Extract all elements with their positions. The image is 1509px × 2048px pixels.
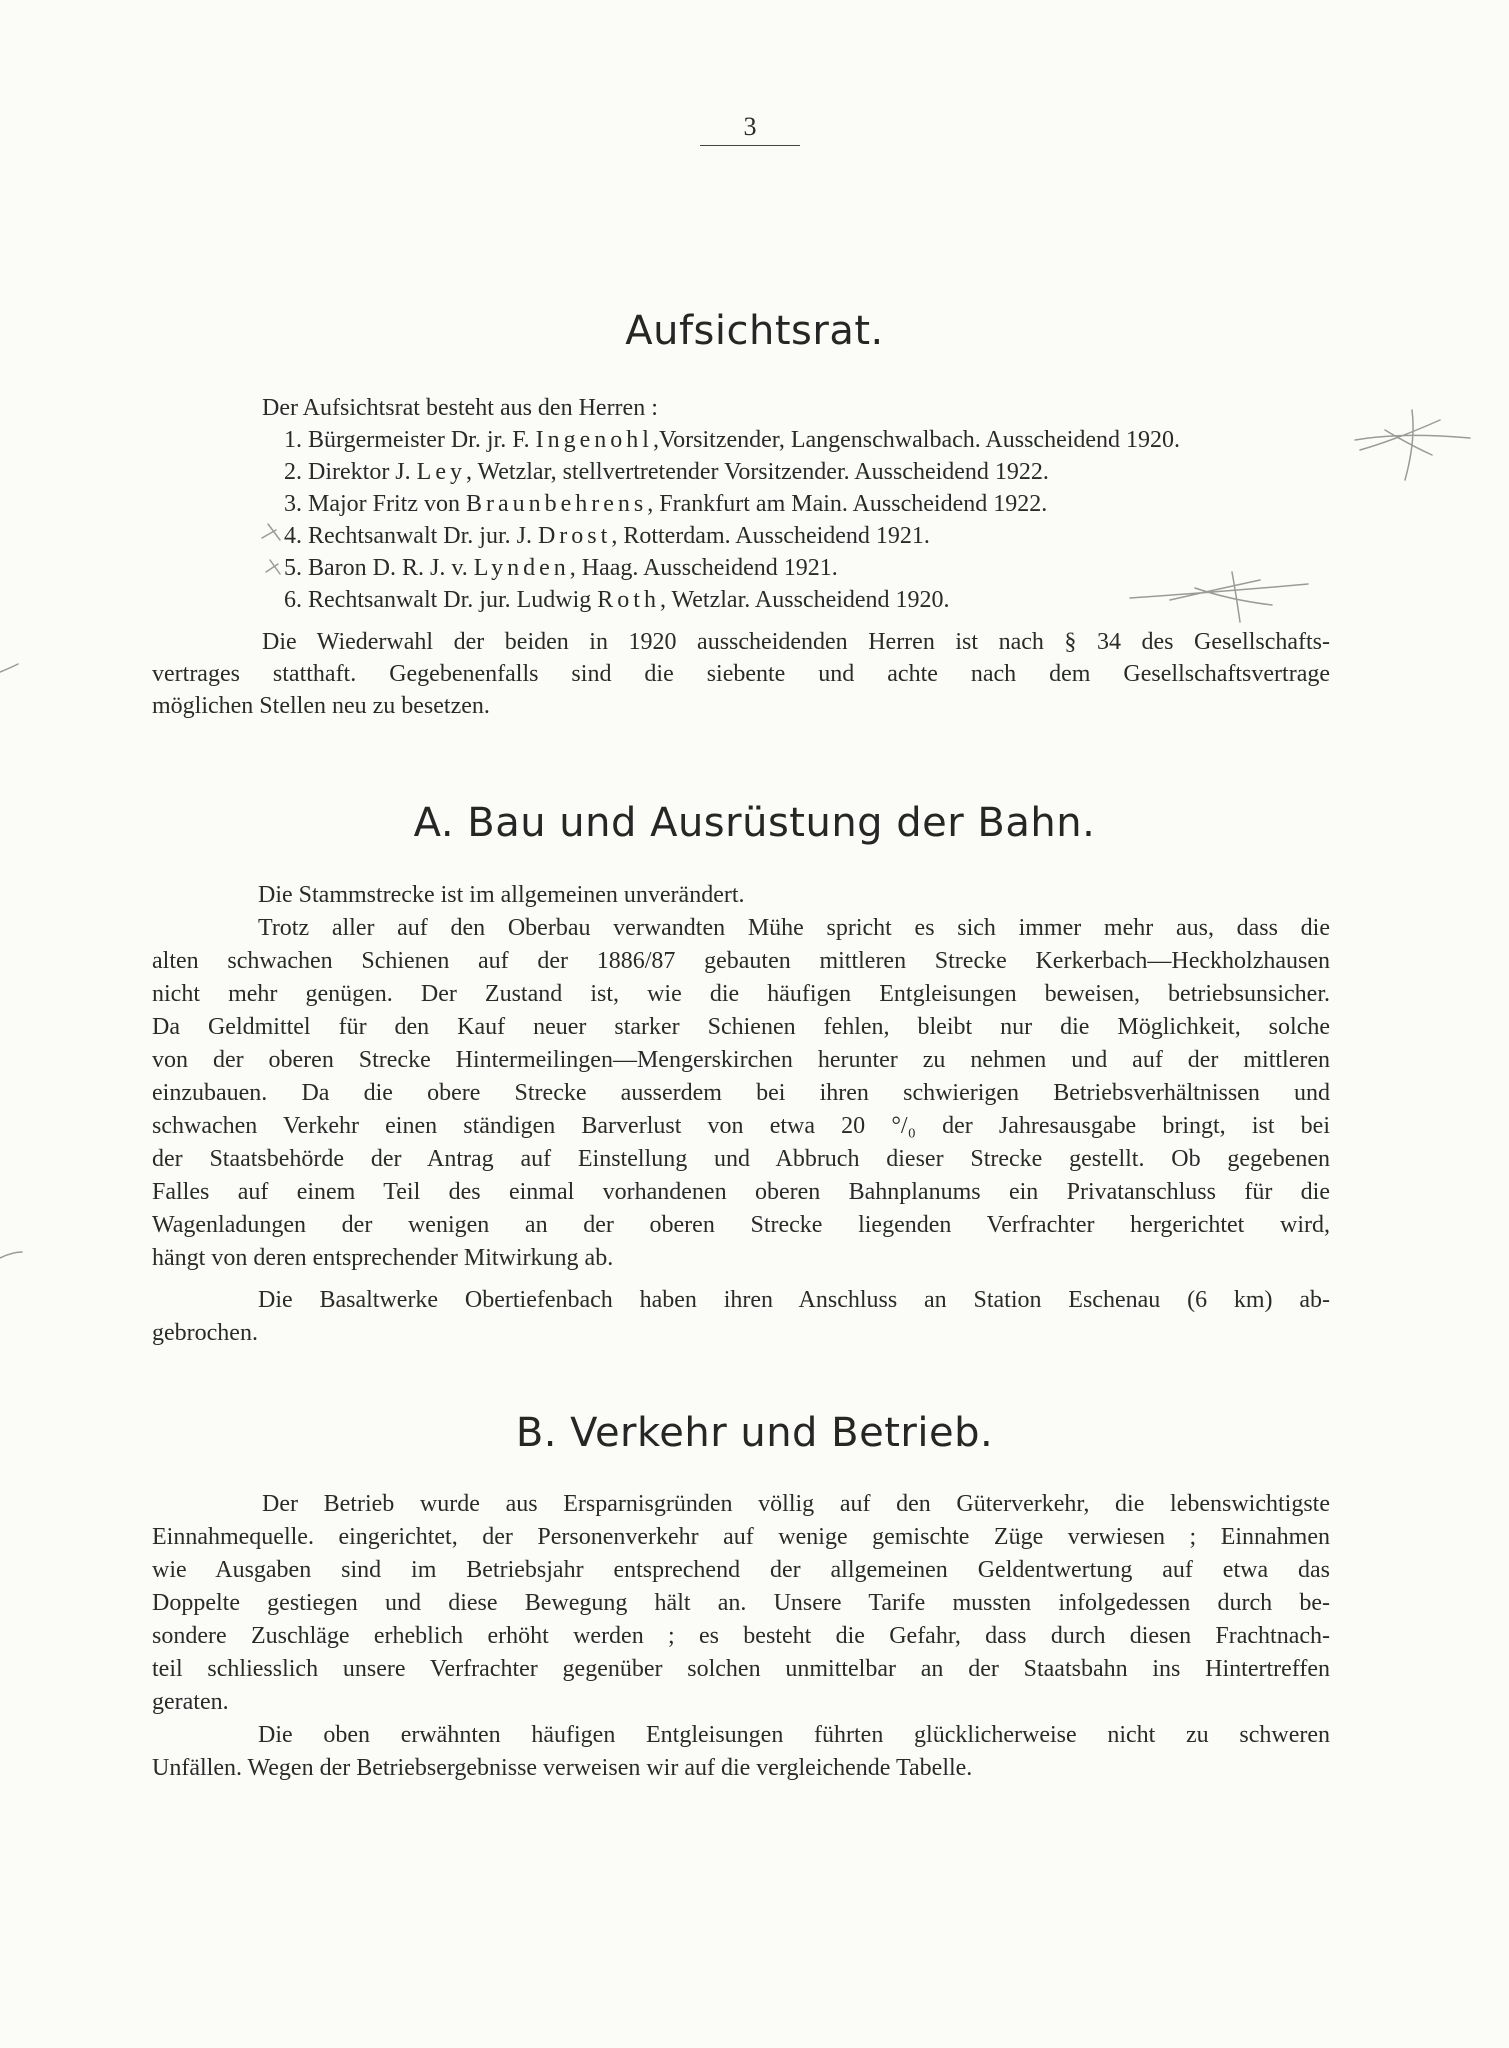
paragraph-line: Trotz aller auf den Oberbau verwandten Mühe spricht es sich immer mehr aus, dass die: [258, 915, 1330, 941]
paragraph-line: geraten.: [152, 1689, 229, 1715]
member-prefix: 4. Rechtsanwalt Dr. jur. J.: [284, 523, 538, 549]
paragraph-line: hängt von deren entsprechender Mitwirkung ab.: [152, 1245, 614, 1271]
member-prefix: 1. Bürgermeister Dr. jr. F.: [284, 427, 536, 453]
member-prefix: 3. Major Fritz von: [284, 491, 466, 517]
paragraph-line: Einnahmequelle. eingerichtet, der Personenverkehr auf wenige gemischte Züge verwiesen ; Einnahmen: [152, 1524, 1330, 1550]
aufsichtsrat-intro: Der Aufsichtsrat besteht aus den Herren :: [262, 395, 658, 421]
paragraph-line: Falles auf einem Teil des einmal vorhandenen oberen Bahnplanums ein Privatanschluss für die: [152, 1179, 1330, 1205]
heading-aufsichtsrat: Aufsichtsrat.: [625, 308, 884, 354]
paragraph-line: schwachen Verkehr einen ständigen Barverlust von etwa 20 °/₀ der Jahresausgabe bringt, ist bei: [152, 1113, 1330, 1139]
paragraph-line: Doppelte gestiegen und diese Bewegung hält an. Unsere Tarife mussten infolgedessen durch be-: [152, 1590, 1330, 1616]
page-number: 3: [743, 112, 757, 141]
paragraph-line: Wagenladungen der wenigen an der oberen Strecke liegenden Verfrachter hergerichtet wird,: [152, 1212, 1330, 1238]
pencil-star-mark-1: [1355, 410, 1470, 480]
member-suffix: , Wetzlar. Ausscheidend 1920.: [659, 587, 950, 613]
paragraph-line: sondere Zuschläge erheblich erhöht werden ; es besteht die Gefahr, dass durch diesen Frachtnach-: [152, 1623, 1330, 1649]
paragraph-line: einzubauen. Da die obere Strecke ausserdem bei ihren schwierigen Betriebsverhältnissen und: [152, 1080, 1330, 1106]
heading-bau: A. Bau und Ausrüstung der Bahn.: [413, 800, 1096, 846]
pencil-star-mark-2: [1130, 572, 1308, 622]
pencil-stroke-left-1: [0, 664, 18, 672]
pencil-tick-mark-4: [262, 524, 280, 540]
member-name: Roth: [597, 587, 660, 613]
member-name: Drost: [537, 523, 612, 549]
paragraph-line: Die oben erwähnten häufigen Entgleisungen führten glücklicherweise nicht zu schweren: [258, 1722, 1330, 1748]
member-prefix: 5. Baron D. R. J. v.: [284, 555, 474, 581]
member-suffix: , Wetzlar, stellvertretender Vorsitzender. Ausscheidend 1922.: [465, 459, 1049, 485]
member-suffix: , Frankfurt am Main. Ausscheidend 1922.: [647, 491, 1048, 517]
paragraph-line: nicht mehr genügen. Der Zustand ist, wie die häufigen Entgleisungen beweisen, betriebsunsicher.: [152, 981, 1330, 1007]
paragraph-line: alten schwachen Schienen auf der 1886/87 gebauten mittleren Strecke Kerkerbach—Heckholzhausen: [152, 948, 1330, 974]
paragraph-line: von der oberen Strecke Hintermeilingen—Mengerskirchen herunter zu nehmen und auf der mittleren: [152, 1047, 1330, 1073]
member-name: Ley: [416, 459, 466, 485]
paragraph-line: Der Betrieb wurde aus Ersparnisgründen völlig auf den Güterverkehr, die lebenswichtigste: [262, 1491, 1330, 1517]
paragraph-line: Die Wiederwahl der beiden in 1920 ausscheidenden Herren ist nach § 34 des Gesellschafts-: [262, 629, 1330, 655]
paragraph-line: vertrages statthaft. Gegebenenfalls sind die siebente und achte nach dem Gesellschaftsvertrage: [152, 661, 1330, 687]
member-name: Ingenohl: [535, 427, 653, 453]
paragraph-line: Da Geldmittel für den Kauf neuer starker Schienen fehlen, bleibt nur die Möglichkeit, solche: [152, 1014, 1330, 1040]
paragraph-line: gebrochen.: [152, 1320, 258, 1346]
paragraph-line: wie Ausgaben sind im Betriebsjahr entsprechend der allgemeinen Geldentwertung auf etwa das: [152, 1557, 1330, 1583]
paragraph-line: Die Stammstrecke ist im allgemeinen unverändert.: [258, 882, 745, 908]
member-prefix: 6. Rechtsanwalt Dr. jur. Ludwig: [284, 587, 598, 613]
paragraph-line: möglichen Stellen neu zu besetzen.: [152, 693, 490, 719]
paragraph-line: Unfällen. Wegen der Betriebsergebnisse verweisen wir auf die vergleichende Tabelle.: [152, 1755, 973, 1781]
paragraph-line: teil schliesslich unsere Verfrachter gegenüber solchen unmittelbar an der Staatsbahn ins Hintertreffen: [152, 1656, 1330, 1682]
member-suffix: , Haag. Ausscheidend 1921.: [569, 555, 838, 581]
paragraph-line: der Staatsbehörde der Antrag auf Einstellung und Abbruch dieser Strecke gestellt. Ob gegebenen: [152, 1146, 1330, 1172]
member-prefix: 2. Direktor J.: [284, 459, 417, 485]
heading-verkehr: B. Verkehr und Betrieb.: [515, 1410, 994, 1456]
member-suffix: , Rotterdam. Ausscheidend 1921.: [611, 523, 930, 549]
member-name: Lynden: [473, 555, 570, 581]
pencil-tick-mark-5: [266, 560, 280, 574]
member-name: Braunbehrens: [465, 491, 648, 517]
pencil-stroke-left-2: [0, 1252, 22, 1258]
paragraph-line: Die Basaltwerke Obertiefenbach haben ihren Anschluss an Station Eschenau (6 km) ab-: [258, 1287, 1330, 1313]
member-suffix: ,Vorsitzender, Langenschwalbach. Ausscheidend 1920.: [652, 427, 1181, 453]
